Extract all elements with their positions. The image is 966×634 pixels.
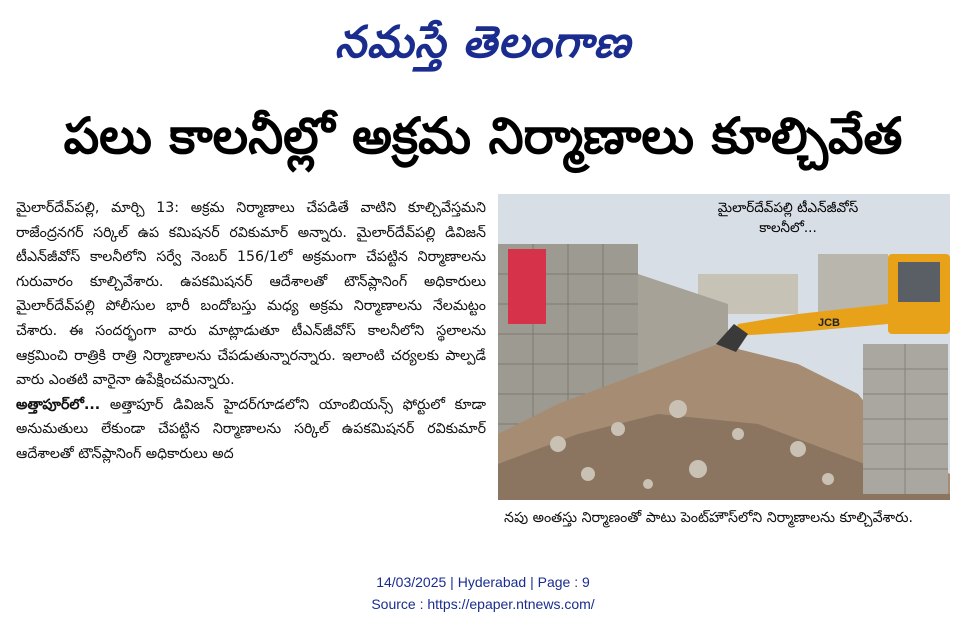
edition-dateline: 14/03/2025 | Hyderabad | Page : 9 xyxy=(376,574,590,590)
machine-brand-text: JCB xyxy=(818,317,841,329)
photo-caption: నపు అంతస్తు నిర్మాణంతో పాటు పెంట్‌హౌస్‌లోని నిర్మాణాలను కూల్చివేశారు. xyxy=(504,510,914,526)
demolition-scene-illustration xyxy=(498,194,950,500)
source-link[interactable]: Source : https://epaper.ntnews.com/ xyxy=(371,596,595,612)
article-body xyxy=(16,196,486,467)
article-paragraph-2 xyxy=(16,393,486,467)
article-headline: పలు కాలనీల్లో అక్రమ నిర్మాణాలు కూల్చివేత xyxy=(63,107,903,165)
demolition-photo xyxy=(498,194,950,500)
attapur-paragraph: అత్తాపూర్ డివిజన్ హైదర్‌గూడలోని యాంబియన్స్ ఫోర్టులో కూడా అనుమతులు లేకుండా చేపట్టిన నిర్మాణాలను సర్కిల్ ఉపకమిషనర్ రవికుమార్ ఆదేశాలతో టౌన్‌ప్లానింగ్ అధికారులు అద xyxy=(16,396,486,462)
article-paragraph-1: మైలార్‌దేవ్‌పల్లి, మార్చి 13: అక్రమ నిర్మాణాలు చేపడితే వాటిని కూల్చివేస్తమని రాజేంద్రనగర్ సర్కిల్ ఉప కమిషనర్ రవికుమార్ అన్నారు. మైలార్‌దేవ్‌పల్లి డివిజన్ టీఎన్‌జీవోస్ కాలనీలోని సర్వే నెంబర్ 156/1లో అక్రమంగా చేపట్టిన నిర్మాణాలను గురువారం కూల్చివేశారు. ఉపకమిషనర్ ఆదేశాలతో టౌన్‌ప్లానింగ్ అధికారులు మైలార్‌దేవ్‌పల్లి పోలీసుల భారీ బందోబస్తు మధ్య అక్రమ నిర్మాణాలను నేలమట్టం చేశారు. ఈ సందర్భంగా వారు మాట్లాడుతూ టీఎన్‌జీవోస్ కాలనీలోని స్థలాలను ఆక్రమించి రాత్రికి రాత్రి నిర్మాణాలను చేపడుతున్నారన్నారు. ఇలాంటి చర్యలకు పాల్పడే వారు ఎంతటి వారైనా ఉపేక్షించమన్నారు. xyxy=(16,200,486,389)
newspaper-masthead: నమస్తే తెలంగాణ xyxy=(334,17,632,68)
attapur-subhead: అత్తాపూర్‌లో... xyxy=(16,396,101,413)
photo-location-label: మైలార్‌దేవ్‌పల్లి టీఎన్‌జీవోస్ కాలనీలో‌‌... xyxy=(717,200,859,236)
